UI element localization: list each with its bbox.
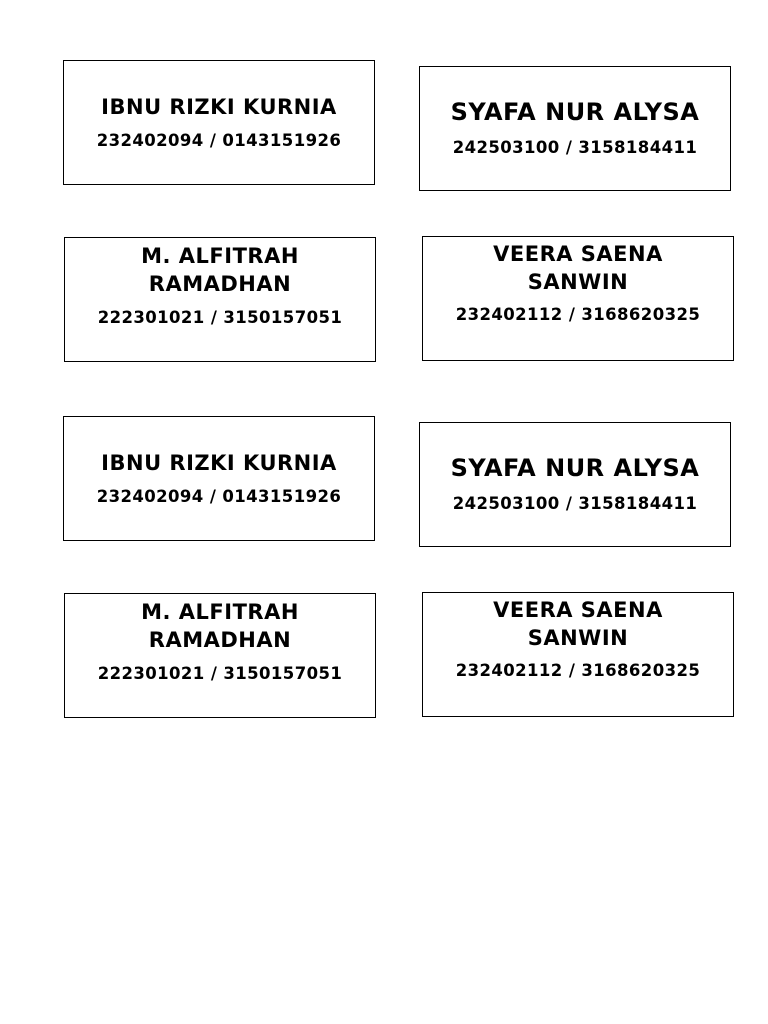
name-card <box>63 60 375 185</box>
student-name: M. ALFITRAH RAMADHAN <box>141 600 299 652</box>
name-card <box>419 422 731 547</box>
student-name: IBNU RIZKI KURNIA <box>101 451 337 475</box>
student-id-numbers: 232402112 / 3168620325 <box>455 305 701 324</box>
student-id-numbers: 232402112 / 3168620325 <box>455 661 701 680</box>
student-name: VEERA SAENA SANWIN <box>493 242 663 294</box>
name-card <box>64 593 376 718</box>
student-name: M. ALFITRAH RAMADHAN <box>141 244 299 296</box>
student-name: VEERA SAENA SANWIN <box>493 598 663 650</box>
name-card <box>63 416 375 541</box>
student-id-numbers: 232402094 / 0143151926 <box>96 131 342 150</box>
student-id-numbers: 232402094 / 0143151926 <box>96 487 342 506</box>
name-card <box>422 592 734 717</box>
student-id-numbers: 222301021 / 3150157051 <box>97 664 343 683</box>
student-id-numbers: 242503100 / 3158184411 <box>452 138 698 157</box>
name-card <box>419 66 731 191</box>
student-name: SYAFA NUR ALYSA <box>450 98 700 126</box>
name-card <box>422 236 734 361</box>
student-id-numbers: 222301021 / 3150157051 <box>97 308 343 327</box>
student-name: IBNU RIZKI KURNIA <box>101 95 337 119</box>
name-card <box>64 237 376 362</box>
student-name: SYAFA NUR ALYSA <box>450 454 700 482</box>
student-id-numbers: 242503100 / 3158184411 <box>452 494 698 513</box>
